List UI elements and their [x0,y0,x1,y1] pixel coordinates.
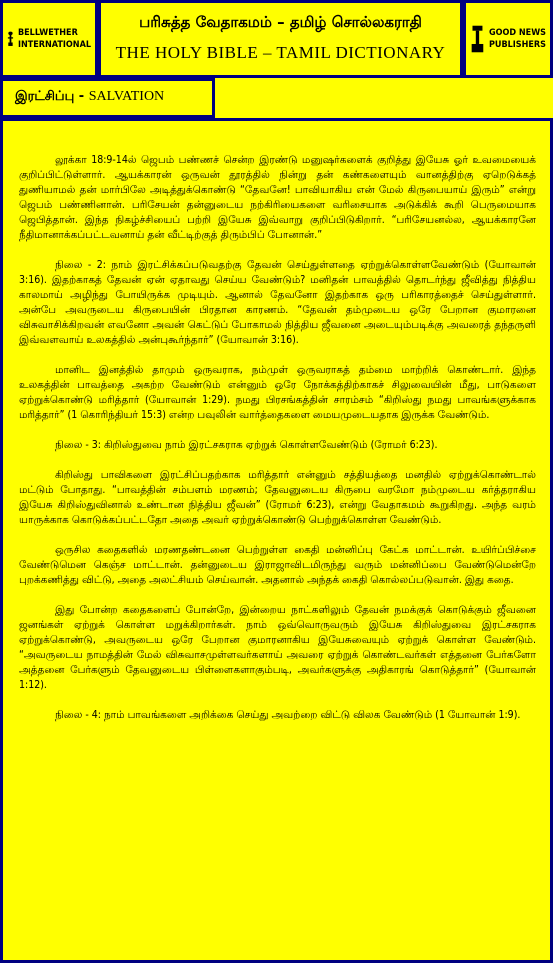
page-title [98,0,463,78]
right-logo-line-2: PUBLISHERS [488,40,546,50]
bellwether-logo [0,0,98,78]
title-tamil: பரிசுத்த வேதாகமம் – தமிழ் சொல்லகராதி [139,13,422,31]
section-title-tamil: இரட்சிப்பு [15,89,75,104]
paragraph: லூக்கா 18:9-14ல் ஜெபம் பண்ணச் சென்ற இரண்டு மனுஷர்களைக் குறித்து இயேசு ஓர் உவமையைக் குறிப்பிட்டுள்ளார். ஆயக்காரன் ஒருவன் தூரத்தில் நின்று தன் கண்களையும் வானத்திற்கு ஏறெடுக்கத் துணியாமல் தன் மார்பிலே அடித்துக்கொண்டு “தேவனே! பாவியாகிய என் மேல் கிருபையாய் இரும்” என்று ஜெபம் பண்ணினான். பரிசேயன் தன்னுடைய நற்கிரியைகளை வரிசையாக அடுக்கிக் கூறி பெருமையாக ஜெபித்தான். இந்த நிகழ்ச்சியைப் பற்றி இயேசு இவ்வாறு குறிப்பிடுகிறார். “பரிசேயனல்ல, ஆயக்காரனே நீதிமானாக்கப்பட்டவனாய் தன் வீட்டிற்குத் திரும்பிப் போனான்.” [19,154,536,241]
paragraph: நிலை - 4: நாம் பாவங்களை அறிக்கை செய்து அவற்றை விட்டு விலக வேண்டும் (1 யோவான் 1:9). [55,709,521,721]
left-logo-line-1: BELLWETHER [17,27,78,38]
good-news-logo [463,0,553,78]
paragraph: நிலை - 3: கிறிஸ்துவை நாம் இரட்சகராக ஏற்றுக் கொள்ளவேண்டும் (ரோமர் 6:23). [55,439,438,451]
paragraph: நிலை - 2: நாம் இரட்சிக்கப்படுவதற்கு தேவன் செய்துள்ளதை ஏற்றுக்கொள்ளவேண்டும் (யோவான் 3:16). இதற்காகத் தேவன் ஏன் ஏதாவது செய்ய வேண்டும்? மனிதன் பாவத்தில் தொடர்ந்து ஜீவித்து நித்திய காலமாய் அழிந்து போயிருக்க முடியும். ஆனால் தேவனோ இதற்காக ஒரு பரிகாரத்தைச் செய்துள்ளார். அன்பே அவருடைய கிருபையின் பிரதான காரணம். “தேவன் தம்முடைய ஒரே பேறான குமாரனை விசுவாசிக்கிறவன் எவனோ அவன் கெட்டுப் போகாமல் நித்திய ஜீவனை அடையும்படிக்கு அவரைத் தந்தருளி இவ்வளவாய் உலகத்தில் அன்புகூர்ந்தார்” (யோவான் 3:16). [19,259,536,346]
article-body [0,118,553,963]
book-logo-icon [470,21,485,57]
paragraph: இது போன்ற கதைகளைப் போன்றே, இன்றைய நாட்களிலும் தேவன் நமக்குக் கொடுக்கும் ஜீவனை ஜனங்கள் ஏற்றுக் கொள்ள மறுக்கிறார்கள். நாம் ஒவ்வொருவரும் இயேசு கிறிஸ்துவை இரட்சகராக ஏற்றுக்கொண்டு, அவருடைய ஒரே பேறான குமாரனாகிய இயேசுவையும் ஏற்றுக் கொள்ள வேண்டும். “அவருடைய நாமத்தின் மேல் விசுவாசமுள்ளவர்களாய் அவரை ஏற்றுக் கொண்டவர்கள் எத்தனை பேர்களோ அத்தனை பேர்களும் தேவனுடைய பிள்ளைகளாகும்படி, அவர்களுக்கு அதிகாரங் கொடுத்தார்” (யோவான் 1:12). [19,604,536,691]
section-heading [0,78,215,118]
right-logo-line-1: GOOD NEWS [488,27,546,38]
left-logo-line-2: INTERNATIONAL [17,40,91,50]
paragraph: மானிட இனத்தில் தாமும் ஒருவராக, நம்முள் ஒருவராகத் தம்மை மாற்றிக் கொண்டார். இந்த உலகத்தின் பாவத்தை அகற்ற வேண்டும் என்னும் ஒரே நோக்கத்திற்காகச் சிலுவையின் மீது, பாடுகளை ஏற்றுக்கொண்டு மரித்தார் (யோவான் 1:29). நமது பிரசங்கத்தின் சாரம்சம் “கிறிஸ்து நமது பாவங்களுக்காக மரித்தார்” (1 கொரிந்தியர் 15:3) என்ற பவுலின் வார்த்தைகளை மையமுடையதாக இருக்க வேண்டும். [19,364,536,421]
title-english: THE HOLY BIBLE – TAMIL DICTIONARY [115,43,446,62]
paragraph: ஒருசில கதைகளில் மரணதண்டனை பெற்றுள்ள கைதி மன்னிப்பு கேட்க மாட்டான். உயிர்ப்பிச்சை வேண்டுமென கெஞ்ச மாட்டான். தன்னுடைய இராஜாவிடமிருந்து வரும் மன்னிப்பை வேண்டுமென்றே புறக்கணித்து விட்டு, அதை அலட்சியம் செய்வான். அதனால் அந்தக் கைதி கொல்லப்படுவான். இது கதை. [19,544,536,586]
paragraph: கிறிஸ்து பாவிகளை இரட்சிப்பதற்காக மரித்தார் என்னும் சத்தியத்தை மனதில் ஏற்றுக்கொண்டால் மட்டும் போதாது. “பாவத்தின் சம்பளம் மரணம்; தேவனுடைய கிருபை வரமோ நம்முடைய கர்த்தராகிய இயேசு கிறிஸ்துவினால் உண்டான நித்திய ஜீவன்” (ரோமர் 6:23), என்று வேதாகமம் கூறுகிறது. அந்த வரம் யாருக்காக கொடுக்கப்பட்டதோ அதை அவர் ஏற்றுக்கொண்டு பெற்றுக்கொள்ள வேண்டும். [19,469,536,526]
lamb-logo-icon [7,21,14,57]
section-title-english: SALVATION [88,89,165,104]
section-separator: - [74,89,89,104]
